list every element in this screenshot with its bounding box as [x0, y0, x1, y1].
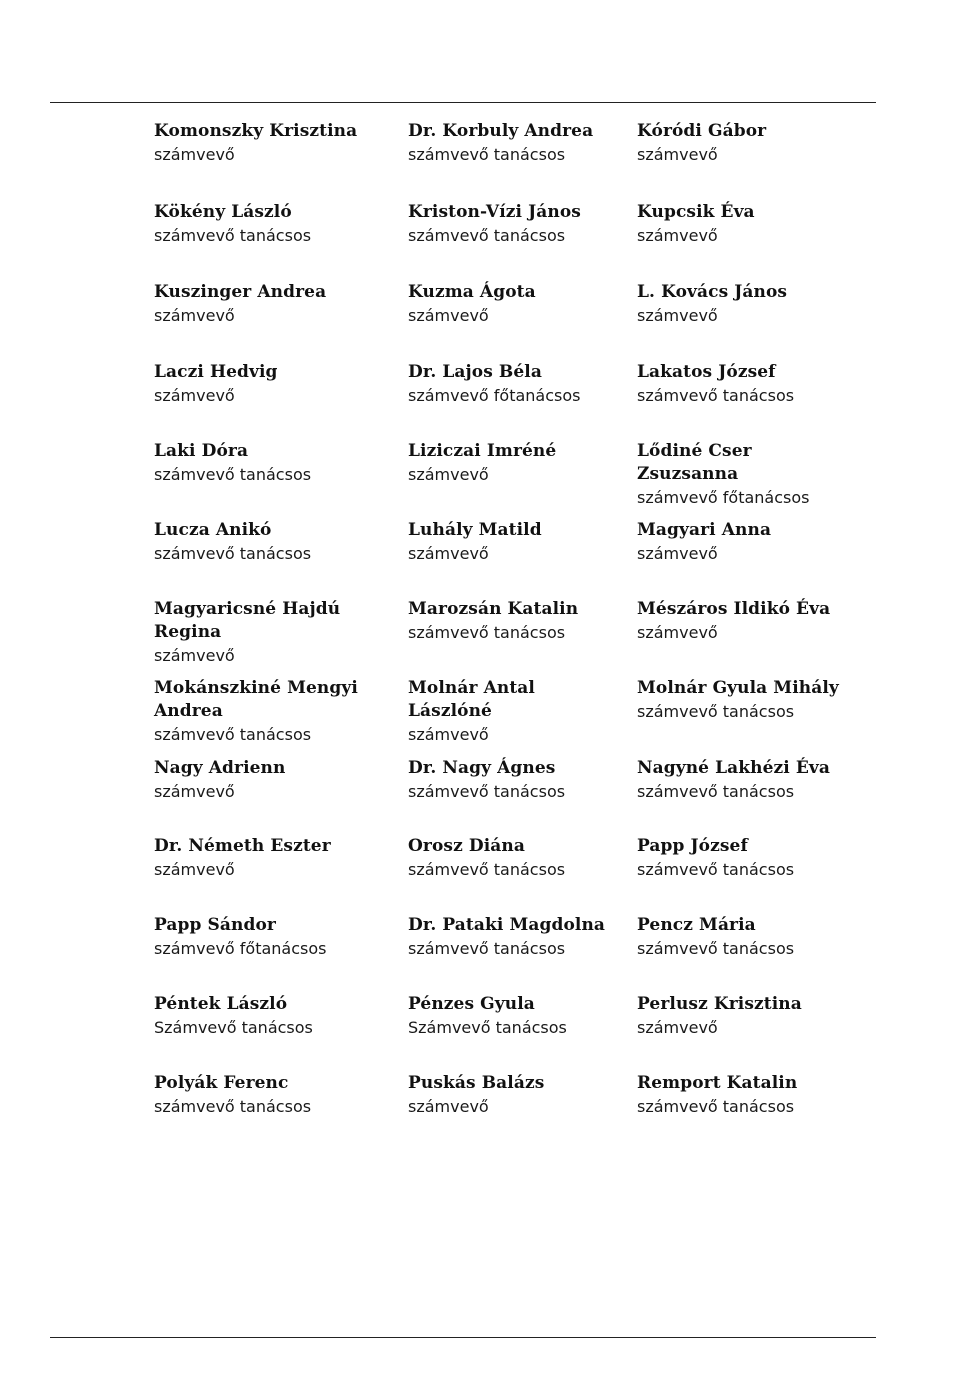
staff-role: számvevő tanácsos [408, 939, 566, 958]
staff-role: számvevő [154, 386, 235, 405]
staff-name: Marozsán Katalin [408, 599, 579, 619]
staff-entry [637, 757, 867, 803]
staff-entry [408, 1072, 638, 1118]
staff-name: Laczi Hedvig [154, 362, 278, 382]
staff-entry [408, 993, 638, 1039]
staff-name: Luhály Matild [408, 520, 542, 540]
staff-entry [154, 281, 384, 327]
staff-name: Papp József [637, 836, 748, 856]
staff-entry [637, 1072, 867, 1118]
staff-entry [637, 201, 867, 247]
staff-entry [154, 519, 384, 565]
staff-entry [408, 281, 638, 327]
staff-name: Lucza Anikó [154, 520, 272, 540]
staff-role: számvevő főtanácsos [408, 386, 581, 405]
staff-role: számvevő [637, 1018, 718, 1037]
staff-name: Pencz Mária [637, 915, 756, 935]
staff-entry [408, 757, 638, 803]
staff-role: számvevő [154, 646, 235, 665]
staff-name: Nagyné Lakhézi Éva [637, 758, 831, 778]
staff-entry [408, 440, 638, 486]
staff-entry [408, 201, 638, 247]
staff-name: Nagy Adrienn [154, 758, 286, 778]
staff-role: számvevő tanácsos [154, 465, 312, 484]
staff-role: számvevő főtanácsos [637, 488, 810, 507]
staff-role: számvevő [637, 145, 718, 164]
staff-role: számvevő [154, 860, 235, 879]
staff-role: számvevő [408, 725, 489, 744]
staff-role: számvevő tanácsos [154, 1097, 312, 1116]
staff-entry [154, 993, 384, 1039]
staff-name: Dr. Németh Eszter [154, 836, 331, 856]
staff-name: Kuszinger Andrea [154, 282, 327, 302]
staff-name: Remport Katalin [637, 1073, 798, 1093]
staff-name: Mokánszkiné Mengyi Andrea [154, 678, 358, 721]
staff-entry [154, 835, 384, 881]
staff-entry [154, 440, 384, 486]
staff-entry [154, 361, 384, 407]
staff-name: Dr. Lajos Béla [408, 362, 542, 382]
staff-role: Számvevő tanácsos [408, 1018, 567, 1037]
staff-name: Magyari Anna [637, 520, 772, 540]
staff-role: számvevő [408, 1097, 489, 1116]
staff-name: Kupcsik Éva [637, 202, 755, 222]
staff-role: számvevő [408, 544, 489, 563]
staff-name: Mészáros Ildikó Éva [637, 599, 831, 619]
staff-name: Liziczai Imréné [408, 441, 557, 461]
staff-role: számvevő tanácsos [637, 702, 795, 721]
staff-role: számvevő tanácsos [408, 860, 566, 879]
staff-entry [637, 677, 877, 723]
staff-entry [154, 598, 384, 667]
bottom-rule [50, 1337, 876, 1338]
staff-entry [408, 598, 638, 644]
staff-name: Magyaricsné Hajdú Regina [154, 599, 341, 642]
staff-role: számvevő [637, 544, 718, 563]
staff-name: Lődiné Cser Zsuzsanna [637, 441, 752, 484]
staff-entry [637, 120, 867, 166]
staff-name: Pénzes Gyula [408, 994, 535, 1014]
staff-name: L. Kovács János [637, 282, 788, 302]
staff-role: számvevő tanácsos [637, 386, 795, 405]
staff-role: számvevő tanácsos [637, 782, 795, 801]
staff-role: számvevő tanácsos [154, 544, 312, 563]
staff-role: számvevő tanácsos [154, 725, 312, 744]
staff-name: Orosz Diána [408, 836, 525, 856]
staff-entry [408, 361, 638, 407]
staff-name: Papp Sándor [154, 915, 276, 935]
staff-name: Dr. Pataki Magdolna [408, 915, 606, 935]
staff-role: számvevő [408, 465, 489, 484]
staff-entry [154, 201, 384, 247]
staff-role: számvevő [408, 306, 489, 325]
staff-entry [637, 361, 867, 407]
staff-entry [408, 835, 638, 881]
staff-entry [637, 914, 867, 960]
staff-name: Kökény László [154, 202, 292, 222]
staff-role: számvevő [154, 306, 235, 325]
staff-entry [408, 120, 638, 166]
staff-role: számvevő [637, 623, 718, 642]
staff-entry [637, 598, 867, 644]
staff-entry [637, 519, 867, 565]
staff-entry [408, 519, 638, 565]
staff-name: Laki Dóra [154, 441, 249, 461]
staff-entry [408, 914, 636, 960]
staff-role: számvevő tanácsos [154, 226, 312, 245]
staff-role: számvevő tanácsos [408, 145, 566, 164]
staff-name: Kriston-Vízi János [408, 202, 581, 222]
staff-name: Kuzma Ágota [408, 282, 536, 302]
staff-entry [154, 120, 384, 166]
staff-entry [408, 677, 638, 746]
staff-entry [637, 993, 867, 1039]
staff-entry [637, 281, 867, 327]
staff-entry [637, 440, 867, 509]
staff-entry [154, 1072, 384, 1118]
staff-role: számvevő tanácsos [408, 226, 566, 245]
staff-entry [154, 677, 384, 746]
staff-role: számvevő tanácsos [408, 623, 566, 642]
staff-entry [154, 757, 384, 803]
staff-role: számvevő tanácsos [637, 860, 795, 879]
staff-role: számvevő [154, 782, 235, 801]
staff-entry [154, 914, 384, 960]
staff-name: Dr. Korbuly Andrea [408, 121, 594, 141]
top-rule [50, 102, 876, 103]
staff-role: számvevő tanácsos [637, 939, 795, 958]
staff-name: Lakatos József [637, 362, 776, 382]
staff-role: számvevő tanácsos [408, 782, 566, 801]
staff-name: Péntek László [154, 994, 288, 1014]
staff-name: Molnár Antal Lászlóné [408, 678, 535, 721]
staff-name: Dr. Nagy Ágnes [408, 758, 556, 778]
staff-entry [637, 835, 867, 881]
staff-role: számvevő főtanácsos [154, 939, 327, 958]
staff-name: Molnár Gyula Mihály [637, 678, 839, 698]
staff-role: számvevő [637, 306, 718, 325]
staff-name: Polyák Ferenc [154, 1073, 289, 1093]
staff-name: Komonszky Krisztina [154, 121, 358, 141]
staff-name: Puskás Balázs [408, 1073, 545, 1093]
staff-role: számvevő [637, 226, 718, 245]
staff-name: Kóródi Gábor [637, 121, 767, 141]
staff-role: számvevő [154, 145, 235, 164]
staff-role: számvevő tanácsos [637, 1097, 795, 1116]
staff-role: Számvevő tanácsos [154, 1018, 313, 1037]
staff-name: Perlusz Krisztina [637, 994, 802, 1014]
